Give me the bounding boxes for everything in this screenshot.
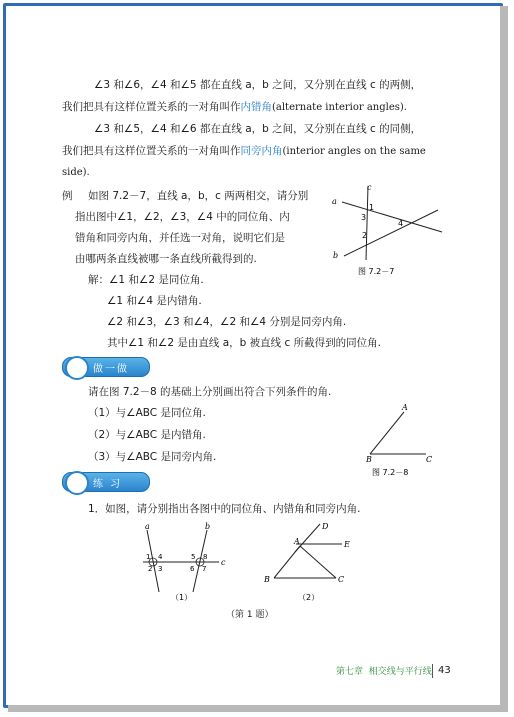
ex1-caption: （1） (171, 593, 193, 602)
ex2-label-e: E (344, 540, 350, 549)
solution-line-3: ∠2 和∠3，∠3 和∠4，∠2 和∠4 分别是同旁内角. (107, 316, 347, 328)
activity-intro: 请在图 7.2－8 的基础上分别画出符合下列条件的角. (88, 386, 332, 398)
term-alternate-interior-en: (alternate interior angles). (272, 102, 407, 113)
fig727-caption: 图 7.2－7 (358, 267, 395, 276)
example-line-2: 指出图中∠1，∠2，∠3，∠4 中的同位角、内 (75, 211, 290, 223)
solution-line-4: 其中∠1 和∠2 是由直线 a，b 被直线 c 所截得到的同位角. (107, 337, 381, 349)
exercise-figure-2 (262, 520, 362, 602)
ex1-angle-5: 5 (191, 553, 196, 561)
ex1-angle-6: 6 (190, 565, 195, 573)
ex1-angle-3: 3 (158, 565, 163, 573)
fig727-angle-2: 2 (362, 231, 368, 240)
ex1-angle-1: 1 (146, 553, 151, 561)
ex2-seg-ac (300, 546, 336, 578)
page-shadow-right (500, 6, 508, 705)
page-shadow-bottom (8, 705, 508, 712)
ex1-label-b: b (205, 522, 211, 531)
para1-line2 (62, 100, 407, 115)
example-line-4: 由哪两条直线被哪一条直线所截得到的. (75, 253, 257, 265)
page-number: 43 (438, 665, 451, 676)
fig727-angle-4: 4 (398, 219, 404, 228)
activity-badge-label: 做一做 (93, 364, 129, 375)
para1-line1: ∠3 和∠6，∠4 和∠5 都在直线 a，b 之间，又分别在直线 c 的两侧， (94, 79, 422, 91)
fig727-line-c (366, 186, 368, 260)
pencil-icon (65, 471, 89, 495)
exercise-item-1: 1．如图，请分别指出各图中的同位角、内错角和同旁内角. (88, 503, 361, 515)
figure-7-2-7 (330, 180, 450, 280)
fig728-ray-ba (370, 412, 404, 454)
para2-line2 (62, 144, 426, 159)
fig727-label-c: c (367, 183, 372, 192)
fig728-label-b: B (366, 455, 372, 464)
figure-7-2-8 (360, 400, 450, 480)
activity-item-3: （3）与∠ABC 是同旁内角. (88, 451, 217, 463)
ex1-label-c: c (221, 558, 226, 567)
fig727-angle-1: 1 (369, 203, 375, 212)
term-same-side-interior-en: (interior angles on the same (282, 146, 426, 157)
fig728-caption: 图 7.2－8 (372, 468, 409, 477)
ex1-line-b (193, 530, 207, 592)
activity-badge (62, 357, 150, 377)
ex2-caption: （2） (298, 593, 320, 602)
para2-line3: side). (62, 167, 90, 178)
fig728-label-c: C (426, 455, 433, 464)
exercise-badge-label: 练 习 (93, 479, 123, 490)
para1-line2-text: 我们把具有这样位置关系的一对角叫作 (62, 101, 241, 113)
footer-chapter (336, 665, 432, 679)
term-same-side-interior: 同旁内角 (240, 145, 283, 157)
footer-divider (432, 664, 433, 678)
ex1-angle-7: 7 (202, 565, 207, 573)
activity-item-2: （2）与∠ABC 是内错角. (88, 429, 206, 441)
footer-chapter-title: 相交线与平行线 (368, 667, 432, 677)
solution-line-1: 解：∠1 和∠2 是同位角. (88, 274, 204, 286)
exercise-group-caption: （第 1 题） (226, 610, 274, 620)
fig728-label-a: A (402, 403, 408, 412)
example-line-3: 错角和同旁内角，并任选一对角，说明它们是 (75, 232, 285, 244)
ex1-angle-4: 4 (158, 553, 163, 561)
fig727-label-b: b (333, 251, 339, 260)
exercise-badge (62, 472, 150, 492)
para2-line1: ∠3 和∠5，∠4 和∠6 都在直线 a，b 之间，又分别在直线 c 的同侧， (94, 123, 422, 135)
ex2-label-d: D (322, 522, 329, 531)
hand-icon (65, 356, 89, 380)
ex1-label-a: a (145, 522, 150, 531)
ex2-label-a: A (294, 537, 300, 546)
ex1-angle-8: 8 (203, 553, 208, 561)
exercise-figure-1 (135, 520, 235, 602)
ex2-label-c: C (338, 575, 345, 584)
activity-item-1: （1）与∠ABC 是同位角. (88, 407, 206, 419)
ex2-label-b: B (264, 575, 270, 584)
example-label: 例 (62, 190, 73, 202)
footer-chapter-number: 第七章 (336, 667, 364, 677)
solution-line-2: ∠1 和∠4 是内错角. (107, 295, 202, 307)
fig727-angle-3: 3 (361, 213, 367, 222)
example-line-1: 如图 7.2－7，直线 a，b，c 两两相交，请分别 (88, 190, 309, 202)
term-alternate-interior: 内错角 (240, 101, 272, 113)
para2-line2-text: 我们把具有这样位置关系的一对角叫作 (62, 145, 241, 157)
fig727-line-a (342, 202, 442, 232)
ex1-angle-2: 2 (148, 565, 153, 573)
fig727-label-a: a (332, 197, 337, 206)
